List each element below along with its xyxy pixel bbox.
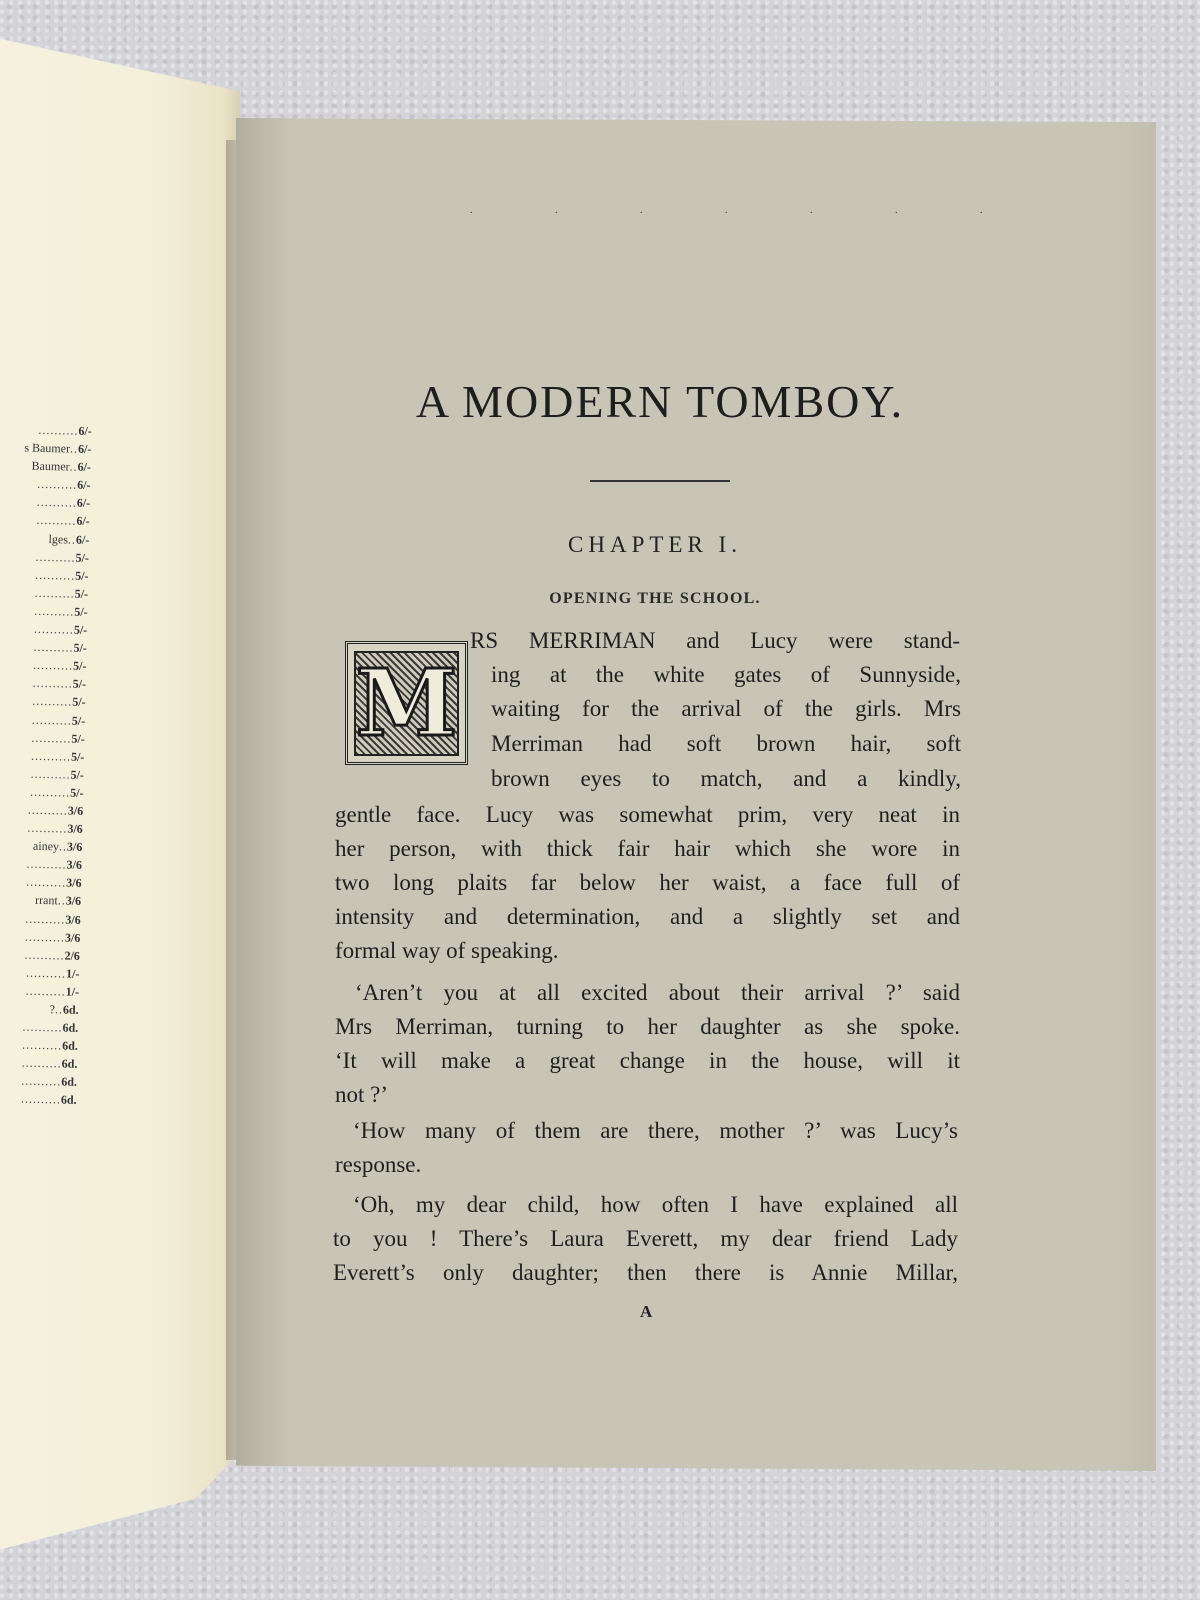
ad-item-price: 3/6 [66,839,83,855]
ad-item-price: 5/- [75,550,90,565]
dot-leader: .......... [31,730,72,746]
ad-item-price: 3/6 [65,893,82,909]
dot-leader: .......... [30,748,72,764]
dot-leader: .. [57,893,66,908]
text-line: Everett’s only daughter; then there is Annie Millar, [333,1260,958,1285]
dot-leader: .......... [22,1019,63,1035]
ad-list-item [0,420,92,440]
ad-item-price: 5/- [74,604,88,619]
book-title: A MODERN TOMBOY. [415,376,905,427]
ad-item-price: 6/- [77,441,92,457]
text-line: brown eyes to match, and a kindly, [491,766,961,791]
ad-item-price: 1/- [65,966,80,981]
dot-leader: .......... [30,784,71,800]
ad-list-item [0,836,83,856]
signature-mark: A [640,1302,653,1321]
ad-list-item [0,709,85,729]
publisher-advertisement-list [0,420,92,1109]
ad-item-price: 3/6 [66,875,82,891]
dot-leader: .......... [26,856,67,872]
ad-item-price: 6/- [77,459,92,475]
ad-item-price: 5/- [72,658,87,674]
dot-leader: .......... [24,929,66,945]
dot-leader: .......... [21,1055,62,1071]
ad-list-item [0,510,90,530]
ad-list-item [0,872,82,892]
dot-leader: .. [69,441,79,456]
ad-list-item [0,528,90,548]
text-line: ‘It will make a great change in the house, will it [335,1048,960,1073]
text-line: ‘Aren’t you at all excited about their arrival ?’ said [355,980,960,1005]
dot-leader: .......... [36,513,77,529]
ad-item-price: 3/6 [64,930,81,945]
ad-list-item [0,727,85,747]
ad-list-item [0,1017,78,1037]
ad-item-title: lges [48,531,69,547]
ad-list-item [0,818,83,838]
chapter-title: OPENING THE SCHOOL. [549,590,761,607]
ad-item-price: 6/- [76,514,90,529]
text-line: RS MERRIMAN and Lucy were stand- [470,628,960,653]
ad-item-price: 3/6 [65,912,81,927]
ad-list-item [0,601,88,621]
text-line: two long plaits far below her waist, a face full of [335,870,960,895]
dot-leader: .......... [25,983,66,999]
text-line: ‘How many of them are there, mother ?’ was Lucy’s [353,1118,958,1143]
title-rule [590,480,730,482]
chapter-heading: CHAPTER I. [568,532,742,557]
print-specks: . . . . . . . [470,205,1023,216]
ad-item-price: 5/- [70,749,85,764]
ad-list-item [0,890,81,910]
ad-item-title: ? [49,1002,56,1017]
ad-list-item [0,691,86,711]
ad-item-price: 5/- [75,568,89,583]
text-line: formal way of speaking. [335,938,559,963]
ad-item-price: 6/- [76,496,91,511]
dot-leader: .......... [35,549,76,565]
dot-leader: .......... [31,712,73,728]
text-line: gentle face. Lucy was somewhat prim, very neat in [335,802,960,827]
ad-item-price: 5/- [71,713,86,728]
ad-item-price: 3/6 [67,803,84,818]
text-line: intensity and determination, and a slightly set and [335,904,960,929]
dot-leader: .......... [30,766,71,782]
dot-leader: .......... [25,911,66,927]
ad-list-item [0,565,89,585]
ad-list-item [0,854,82,874]
dot-leader: .......... [32,657,74,673]
drop-cap-ornament-icon [354,651,459,756]
ad-list-item [0,438,92,458]
dot-leader: .......... [20,1092,62,1107]
ad-item-title: rrant [34,893,58,908]
ad-list-item [0,637,87,657]
text-line: response. [335,1152,422,1177]
dot-leader: .......... [33,639,74,655]
illuminated-drop-cap [345,641,468,765]
dot-leader: .......... [22,1037,63,1053]
dot-leader: .......... [32,676,73,691]
ad-item-price: 6d. [61,1038,78,1054]
dot-leader: .......... [32,694,73,710]
ad-list-item [0,583,88,603]
dot-leader: .......... [21,1073,62,1089]
ad-list-item [0,474,91,494]
ad-list-item [0,981,79,1001]
dot-leader: .......... [27,802,68,818]
ad-list-item [0,1053,78,1073]
dot-leader: .......... [33,621,75,637]
ad-list-item [0,782,84,802]
ad-item-price: 5/- [74,586,89,601]
ad-item-title: s Baumer [24,440,71,456]
ad-list-item [0,908,81,928]
dot-leader: .......... [24,947,65,963]
dot-leader: .......... [27,820,68,836]
text-line: waiting for the arrival of the girls. Mrs [491,696,961,721]
text-line: not ?’ [335,1082,389,1107]
ad-item-price: 6d. [62,1020,79,1035]
ad-list-item [0,1071,77,1091]
ad-list-item [0,1089,77,1109]
ad-item-price: 3/6 [66,857,83,873]
text-line: ‘Oh, my dear child, how often I have explained all [353,1192,958,1217]
ad-list-item [0,746,85,766]
ad-list-item [0,673,86,693]
drop-cap-letter: M [355,649,458,757]
text-line: Merriman had soft brown hair, soft [491,731,961,756]
ad-list-item [0,655,87,675]
ad-item-price: 6d. [61,1056,78,1072]
ad-item-price: 5/- [71,731,85,746]
ad-item-price: 1/- [65,984,80,999]
ad-item-price: 5/- [73,640,88,656]
ad-list-item [0,999,79,1019]
text-line: Mrs Merriman, turning to her daughter as she spoke. [335,1014,960,1039]
dot-leader: .......... [25,965,67,981]
ad-item-price: 5/- [70,767,85,782]
ad-list-item [0,456,91,476]
ad-item-price: 6d. [61,1074,78,1090]
dot-leader: .......... [26,874,67,890]
ad-item-price: 6d. [62,1002,79,1017]
text-line: ing at the white gates of Sunnyside, [491,662,961,687]
ad-item-price: 6/- [77,477,91,493]
dot-leader: .......... [35,567,76,583]
ad-list-item [0,963,80,983]
ad-item-price: 5/- [72,695,86,710]
ad-item-price: 5/- [73,622,88,637]
ad-item-title: Baumer [31,458,70,474]
text-line: her person, with thick fair hair which she wore in [335,836,960,861]
ad-item-price: 5/- [70,785,84,800]
dot-leader: .......... [34,603,75,619]
ad-list-item [0,492,90,512]
ad-list-item [0,800,83,820]
ad-item-price: 5/- [72,676,87,692]
ad-list-item [0,619,87,639]
ad-list-item [0,926,81,946]
ad-item-price: 6/- [78,423,92,438]
dot-leader: .. [54,1002,64,1017]
dot-leader: .......... [34,585,75,601]
ad-item-price: 6d. [60,1092,77,1108]
dot-leader: .. [67,532,77,547]
dot-leader: .. [69,459,78,474]
dot-leader: .......... [37,477,78,492]
ad-item-price: 2/6 [64,948,81,963]
dot-leader: .......... [36,495,77,511]
ad-item-price: 3/6 [67,821,83,836]
ad-list-item [0,764,84,784]
ad-list-item [0,547,89,567]
text-line: to you ! There’s Laura Everett, my dear friend Lady [333,1226,958,1251]
dot-leader: .. [58,839,68,854]
ad-item-price: 6/- [75,532,90,547]
dot-leader: .......... [38,422,79,438]
ad-list-item [0,1035,78,1055]
ad-list-item [0,944,80,964]
ad-item-title: ainey [32,838,60,854]
